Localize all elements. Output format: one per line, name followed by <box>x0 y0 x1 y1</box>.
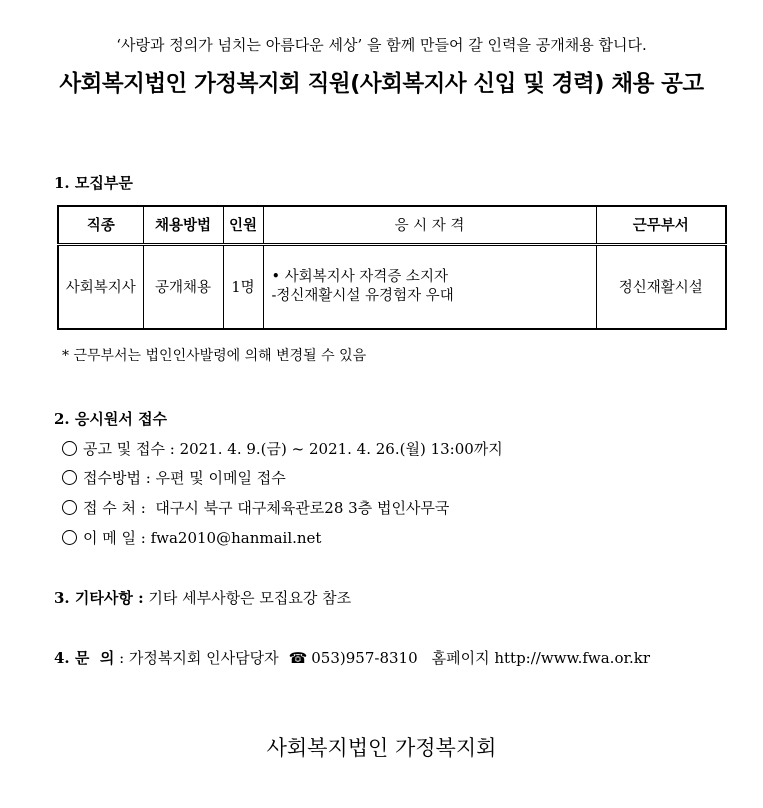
cell-method: 공개채용 <box>143 244 223 329</box>
list-item <box>62 527 321 548</box>
circle-bullet-icon <box>62 530 77 545</box>
circle-bullet-icon <box>62 470 77 485</box>
col-header-method: 채용방법 <box>143 206 223 244</box>
recruitment-table <box>57 205 727 330</box>
section-3-label: 3. 기타사항 : <box>54 589 144 607</box>
qualification-line-2: -정신재활시설 유경험자 우대 <box>271 287 454 304</box>
section-1-heading: 1. 모집부문 <box>54 174 133 192</box>
list-item <box>62 467 286 488</box>
list-item-text: 접 수 처 : 대구시 북구 대구체육관로28 3층 법인사무국 <box>83 499 450 517</box>
dept-note: * 근무부서는 법인인사발령에 의해 변경될 수 있음 <box>62 348 367 364</box>
section-2-heading: 2. 응시원서 접수 <box>54 410 168 428</box>
list-item <box>62 438 503 459</box>
table-header-row <box>58 206 726 244</box>
list-item-text: 접수방법 : 우편 및 이메일 접수 <box>83 469 286 487</box>
col-header-count: 인원 <box>223 206 263 244</box>
list-item <box>62 497 449 518</box>
page-title: 사회복지법인 가정복지회 직원(사회복지사 신입 및 경력) 채용 공고 <box>59 71 704 97</box>
circle-bullet-icon <box>62 500 77 515</box>
qualification-line-1: • 사회복지사 자격증 소지자 <box>271 268 448 285</box>
cell-count: 1명 <box>223 244 263 329</box>
section-4-label: 4. 문 의 <box>54 649 115 667</box>
col-header-job: 직종 <box>58 206 143 244</box>
homepage-link[interactable]: 홈페이지 http://www.fwa.or.kr <box>431 649 651 667</box>
footer-org-name: 사회복지법인 가정복지회 <box>266 736 497 760</box>
table-row <box>58 244 726 329</box>
section-3-text: 기타 세부사항은 모집요강 참조 <box>143 589 352 607</box>
col-header-dept: 근무부서 <box>596 206 726 244</box>
section-3 <box>54 587 351 608</box>
list-item-text: 이 메 일 : fwa2010@hanmail.net <box>83 529 322 547</box>
col-header-qualification: 응 시 자 격 <box>263 206 596 244</box>
section-4 <box>54 647 650 668</box>
cell-dept: 정신재활시설 <box>596 244 726 329</box>
phone-icon: ☎ <box>288 649 308 667</box>
circle-bullet-icon <box>62 441 77 456</box>
subtitle: ‘사랑과 정의가 넘치는 아름다운 세상’ 을 함께 만들어 갈 인력을 공개채용 합니다. <box>116 36 647 54</box>
list-item-text: 공고 및 접수 : 2021. 4. 9.(금) ~ 2021. 4. 26.(월) 13:00까지 <box>83 440 503 458</box>
cell-qualification <box>263 244 596 329</box>
cell-job: 사회복지사 <box>58 244 143 329</box>
phone-number: 053)957-8310 <box>311 649 418 667</box>
section-4-text: : 가정복지회 인사담당자 <box>114 649 279 667</box>
